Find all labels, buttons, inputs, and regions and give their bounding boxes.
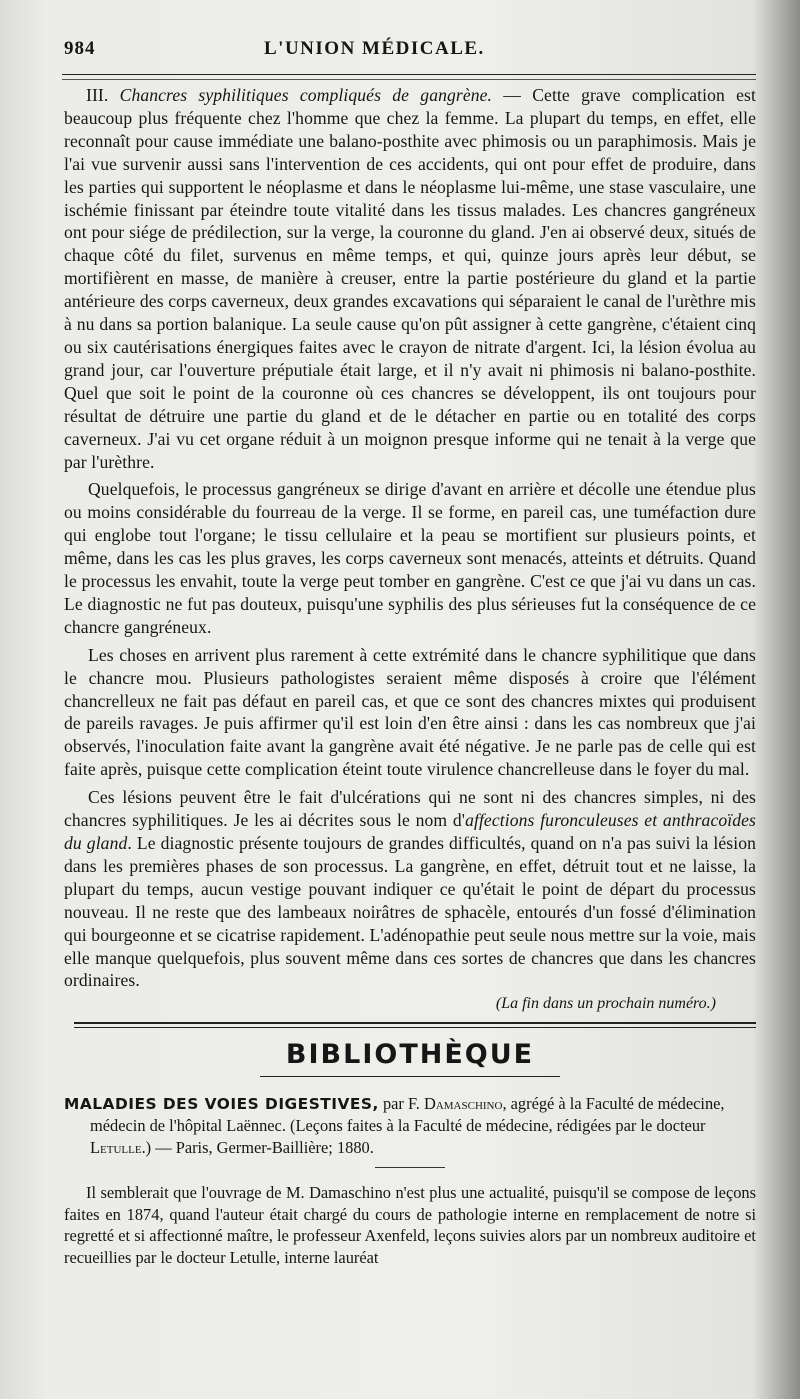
bibliography-entry: [64, 1093, 756, 1159]
italic-term: affections furonculeuses et anthracoïdes du gland: [64, 810, 756, 853]
section-divider: [74, 1022, 756, 1028]
title-underline: [260, 1076, 560, 1077]
article-paragraph: [64, 84, 756, 473]
entry-text: .) — Paris, Germer-Baillière; 1880.: [141, 1138, 374, 1158]
entry-text: par F.: [378, 1094, 424, 1114]
book-title: MALADIES DES VOIES DIGESTIVES,: [64, 1095, 379, 1114]
section-number: III.: [86, 85, 109, 105]
paragraph-text: — Cette grave complication est beaucoup plus fréquente chez l'homme que chez la femme. La plupart du temps, en effet, elle reconnaît pour cause immédiate une balano-posthite avec phimosis ou un paraphimosis. Mais je l'ai vue survenir aussi sans l'intervention de ces accidents, qui ont pour effet de produire, dans les parties qui supportent le néoplasme et dans le néoplasme lui-même, une stase vasculaire, une ischémie finissant par éteindre toute vitalité dans les tissus malades. Les chancres gangréneux ont pour siége de prédilection, sur la verge, la couronne du gland. J'en ai observé deux, situés de chaque côté du filet, survenus en même temps, et qui, quinze jours après leur début, se mortifièrent en masse, de manière à creuser, entre la partie postérieure du gland et la partie antérieure des corps caverneux, deux grandes excavations qui séparaient le canal de l'urèthre mis à nu dans sa portion balanique. La seule cause qu'on pût assigner à cette gangrène, c'étaient cinq ou six cautérisations énergiques faites avec le crayon de nitrate d'argent. Ici, la lésion évolua au grand jour, car l'ouverture préputiale était large, et il n'y avait ni phimosis ni balano-posthite. Quel que soit le point de la couronne où ces chancres se développent, ils ont toujours pour résultat de détruire une partie du gland et de le détacher en partie ou en totalité des corps caverneux. J'ai vu cet organe réduit à un moignon presque informe qui ne tenait à la verge que par l'urèthre.: [64, 85, 756, 472]
journal-title: L'UNION MÉDICALE.: [264, 38, 485, 59]
paragraph-text: Ces lésions peuvent être le fait d'ulcérations qui ne sont ni des chancres simples, ni des chancres syphilitiques. Je les ai décrites sous le nom d': [64, 787, 756, 831]
continuation-note: (La fin dans un prochain numéro.): [495, 995, 716, 1013]
entry-text: , agrégé à la Faculté de médecine, médecin de l'hôpital Laënnec. (Leçons faites à la Faculté de médecine, rédigées par le docteur: [90, 1094, 725, 1136]
article-body: [64, 84, 756, 1014]
article-paragraph: Quelquefois, le processus gangréneux se dirige d'avant en arrière et décolle une étendue plus ou moins considérable du fourreau de la verge. Il se forme, en pareil cas, une tuméfaction dure qui englobe tout l'organe; le tissu cellulaire et la peau se mortifient sur plusieurs points, et même, dans les cas les plus graves, les corps caverneux sont menacés, atteints et détruits. Quand le processus les envahit, toute la verge peut tomber en gangrène. C'est ce que j'ai vu dans un cas. Le diagnostic ne fut pas douteux, puisqu'une syphilis des plus sérieuses fut la conséquence de ce chancre gangréneux.: [64, 479, 756, 637]
book-editor: Letulle: [90, 1138, 142, 1158]
book-author: Damaschino: [423, 1094, 503, 1114]
article-paragraph: [64, 786, 756, 992]
article-paragraph: Les choses en arrivent plus rarement à cette extrémité dans le chancre syphilitique que dans le chancre mou. Plusieurs pathologistes seraient même disposés à croire que l'élément chancrelleux ne fait pas défaut en pareil cas, et que ce sont des chancres mixtes qui produisent de pareils ravages. Je puis affirmer qu'il est loin d'en être ainsi : dans les cas nombreux que j'ai observés, l'inoculation faite avant la gangrène avait été négative. Je ne parle pas de celle qui est faite après, puisque cette complication éteint toute virulence chancrelleuse dans le foyer du mal.: [64, 644, 756, 780]
review-paragraph: Il semblerait que l'ouvrage de M. Damaschino n'est plus une actualité, puisqu'il se compose de leçons faites en 1874, quand l'auteur était chargé du cours de pathologie interne en remplacement de notre si regretté et si affectionné maître, le professeur Axenfeld, leçons suivies alors par un nombreux auditoire et recueillies par le docteur Letulle, interne lauréat: [64, 1183, 756, 1267]
section-heading: Chancres syphilitiques compliqués de gangrène.: [119, 85, 493, 105]
entry-rule: [375, 1167, 445, 1168]
section-title: BIBLIOTHÈQUE: [285, 1039, 535, 1071]
header-rule: [62, 74, 756, 80]
running-head: [64, 38, 756, 68]
paragraph-text: . Le diagnostic présente toujours de grandes difficultés, quand on n'a pas suivi la lésion dans les premières phases de son processus. La gangrène, en effet, détruit tout et ne laisse, la plupart du temps, aucun vestige pouvant indiquer ce qu'était le point de départ du processus nouveau. Il ne reste que des lambeaux noirâtres de sphacèle, entourés d'un fossé d'élimination qui bourgeonne et se cicatrise rapidement. L'adénopathie peut seule nous mettre sur la voie, mais elle manque quelquefois, plus souvent même dans ces sortes de chancres que dans les chancres ordinaires.: [64, 833, 756, 991]
page-number: 984: [64, 38, 96, 59]
